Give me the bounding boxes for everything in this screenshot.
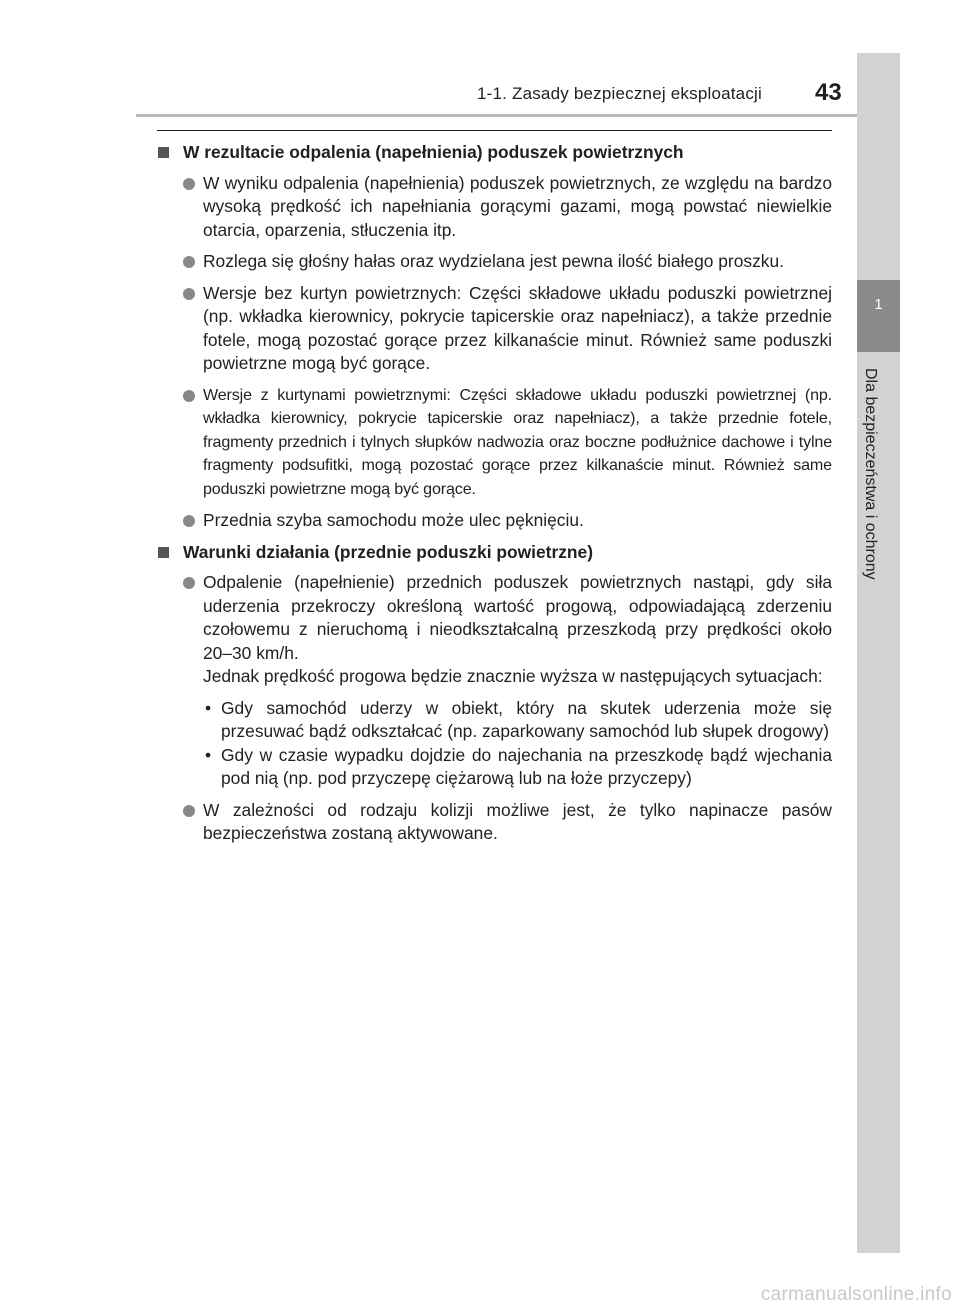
list-item bbox=[157, 250, 832, 274]
header-title: 1-1. Zasady bezpiecznej eksploatacji bbox=[476, 84, 762, 103]
bullet-dot-icon bbox=[183, 577, 195, 589]
list-item-text: W zależności od rodzaju kolizji możliwe jest, że tylko napinacze pasów bezpieczeństwa zostaną aktywowane. bbox=[203, 799, 832, 843]
bullet-dot-icon bbox=[183, 390, 195, 402]
list-item-text: Wersje bez kurtyn powietrznych: Części składowe układu poduszki powietrznej (np. wkładka kierownicy, pokrycie tapicerskie oraz napełniacz), a także przednie fotele, mogą pozostać gorące przez kilkanaście minut. Również same poduszki powietrzne mogą być gorące. bbox=[203, 282, 832, 373]
list-item bbox=[157, 282, 832, 376]
list-item bbox=[157, 571, 832, 791]
sub-list-item bbox=[203, 744, 832, 791]
sub-list-item-text: Gdy w czasie wypadku dojdzie do najechania na przeszkodę bądź wjechania pod nią (np. pod przyczepę ciężarową lub na łoże przyczepy) bbox=[221, 744, 832, 788]
header-rule bbox=[136, 114, 900, 117]
bullet-dot-icon bbox=[183, 256, 195, 268]
list-item bbox=[157, 384, 832, 502]
bullet-dot-icon bbox=[183, 178, 195, 190]
square-bullet-icon bbox=[158, 547, 169, 558]
sub-bullet-mark: • bbox=[205, 697, 212, 718]
page-number: 43 bbox=[815, 79, 842, 106]
list-item bbox=[157, 172, 832, 243]
list-item-text: Przednia szyba samochodu może ulec pęknięciu. bbox=[203, 510, 584, 530]
list-item-text: W wyniku odpalenia (napełnienia) poduszek powietrznych, ze względu na bardzo wysoką prędkość ich napełniania gorącymi gazami, mogą powstać niewielkie otarcia, oparzenia, stłuczenia itp. bbox=[203, 172, 832, 240]
content bbox=[157, 141, 832, 854]
section-heading-text: Warunki działania (przednie poduszki powietrzne) bbox=[183, 541, 594, 562]
sub-bullet-mark: • bbox=[205, 744, 212, 765]
side-strip bbox=[857, 53, 900, 1253]
list-item-continuation: Jednak prędkość progowa będzie znacznie wyższa w następujących sytuacjach: bbox=[203, 666, 823, 686]
list-item bbox=[157, 509, 832, 533]
bullet-dot-icon bbox=[183, 288, 195, 300]
list-item-text: Rozlega się głośny hałas oraz wydzielana jest pewna ilość białego proszku. bbox=[203, 251, 784, 271]
sub-list-item bbox=[203, 697, 832, 744]
square-bullet-icon bbox=[158, 147, 169, 158]
content-rule bbox=[157, 130, 832, 131]
section-heading-text: W rezultacie odpalenia (napełnienia) poduszek powietrznych bbox=[183, 142, 684, 162]
chapter-tab bbox=[857, 280, 900, 352]
bullet-dot-icon bbox=[183, 805, 195, 817]
watermark: carmanualsonline.info bbox=[760, 1284, 952, 1305]
list-item bbox=[157, 799, 832, 846]
section-heading bbox=[157, 141, 832, 165]
section-heading bbox=[157, 541, 832, 565]
chapter-label: Dla bezpieczeństwa i ochrony bbox=[862, 368, 879, 580]
chapter-number: 1 bbox=[874, 296, 883, 313]
bullet-dot-icon bbox=[183, 515, 195, 527]
list-item-text: Wersje z kurtynami powietrznymi: Części składowe układu poduszki powietrznej (np. wkładka kierownicy, pokrycie tapicerskie oraz napełniacz), a także przednie fotele, fragmenty przednich i tylnych słupków nadwozia oraz boczne podłużnice dachowe i tylne fragmenty podsufitki, mogą pozostać gorące przez kilkanaście minut. Również same poduszki powietrzne mogą być gorące. bbox=[203, 385, 832, 498]
sub-list bbox=[203, 697, 832, 791]
sub-list-item-text: Gdy samochód uderzy w obiekt, który na skutek uderzenia może się przesuwać bądź odkształcać (np. zaparkowany samochód lub słupek drogowy) bbox=[221, 697, 832, 741]
list-item-text: Odpalenie (napełnienie) przednich poduszek powietrznych nastąpi, gdy siła uderzenia przekroczy określoną wartość progową, odpowiadającą zderzeniu czołowemu z nieruchomą i nieodkształcalną przeszkodą przy prędkości około 20–30 km/h. bbox=[203, 572, 832, 663]
